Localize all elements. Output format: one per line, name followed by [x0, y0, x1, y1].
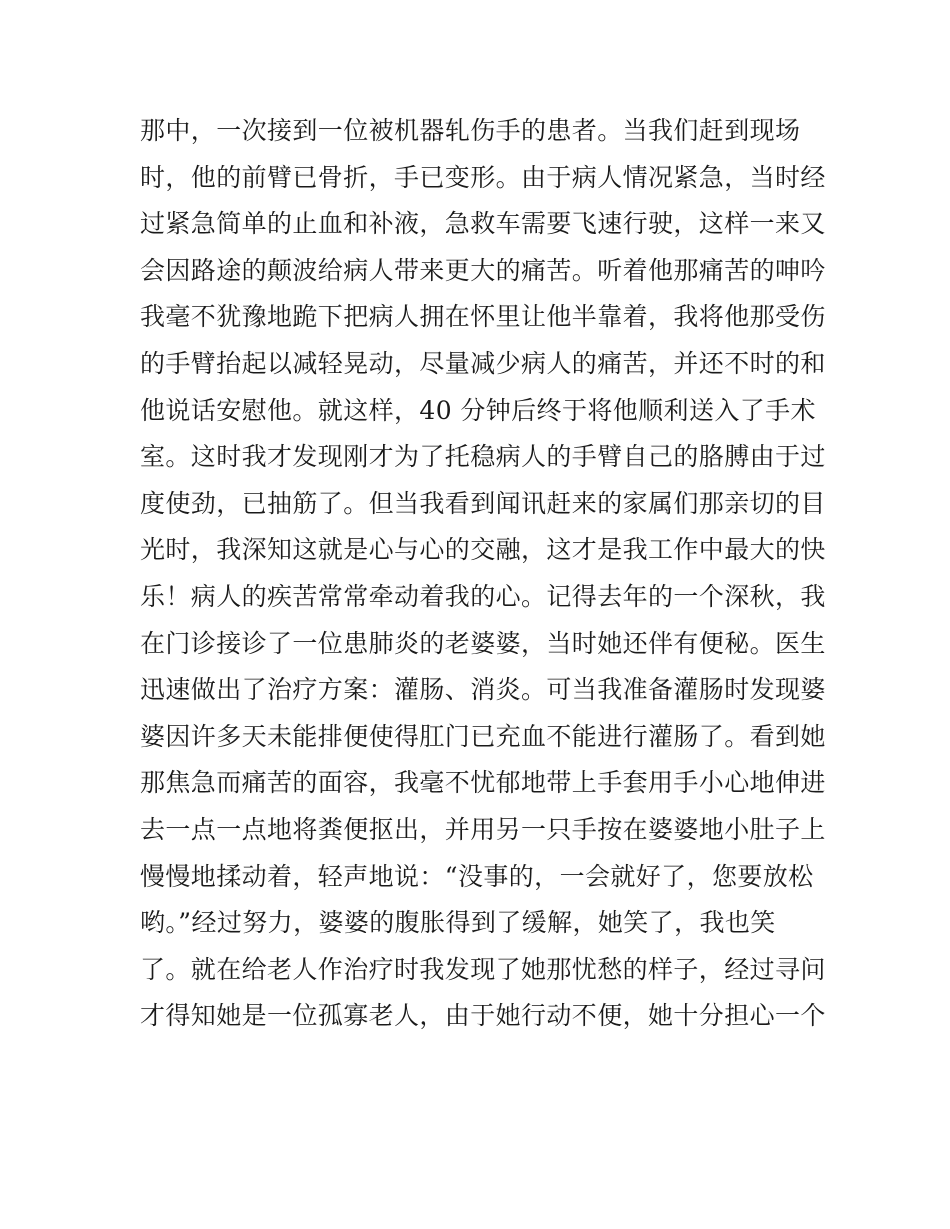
text-line: 过紧急简单的止血和补液，急救车需要飞速行驶，这样一来又	[140, 209, 826, 239]
text-line: 会因路途的颠波给病人带来更大的痛苦。听着他那痛苦的呻吟	[140, 255, 826, 285]
text-line: 时，他的前臂已骨折，手已变形。由于病人情况紧急，当时经	[140, 162, 826, 192]
body-text	[140, 108, 826, 1040]
text-line: 迅速做出了治疗方案：灌肠、消炎。可当我准备灌肠时发现婆	[140, 675, 826, 705]
text-line: 我毫不犹豫地跪下把病人拥在怀里让他半靠着，我将他那受伤	[140, 302, 826, 332]
text-line: 哟。”经过努力，婆婆的腹胀得到了缓解，她笑了，我也笑	[140, 908, 776, 938]
text-line: 慢慢地揉动着，轻声地说：“没事的，一会就好了，您要放松	[140, 861, 814, 891]
text-line: 室。这时我才发现刚才为了托稳病人的手臂自己的胳膊由于过	[140, 442, 826, 472]
text-line: 才得知她是一位孤寡老人，由于她行动不便，她十分担心一个	[140, 1001, 826, 1031]
text-line: 乐！病人的疾苦常常牵动着我的心。记得去年的一个深秋，我	[140, 581, 826, 611]
text-line: 度使劲，已抽筋了。但当我看到闻讯赶来的家属们那亲切的目	[140, 488, 826, 518]
text-line: 了。就在给老人作治疗时我发现了她那忧愁的样子，经过寻问	[140, 954, 826, 984]
text-line: 那中，一次接到一位被机器轧伤手的患者。当我们赶到现场	[140, 116, 801, 145]
text-line: 去一点一点地将粪便抠出，并用另一只手按在婆婆地小肚子上	[140, 814, 826, 844]
text-line: 婆因许多天未能排便使得肛门已充血不能进行灌肠了。看到她	[140, 721, 826, 751]
text-line: 光时，我深知这就是心与心的交融，这才是我工作中最大的快	[140, 535, 826, 565]
text-line: 他说话安慰他。就这样，40 分钟后终于将他顺利送入了手术	[140, 395, 816, 425]
text-line: 的手臂抬起以减轻晃动，尽量减少病人的痛苦，并还不时的和	[140, 348, 826, 378]
text-line: 在门诊接诊了一位患肺炎的老婆婆，当时她还伴有便秘。医生	[140, 628, 826, 658]
text-line: 那焦急而痛苦的面容，我毫不忧郁地带上手套用手小心地伸进	[140, 768, 826, 798]
